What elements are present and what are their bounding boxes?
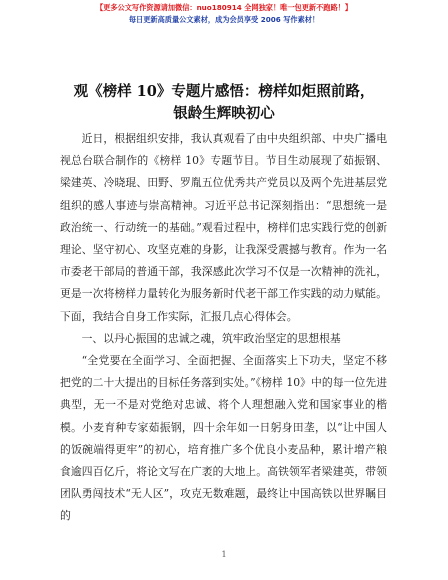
page-number: 1: [221, 550, 227, 559]
title-line-1: 观《榜样 10》专题片感悟：榜样如炬照前路，: [73, 83, 375, 100]
document-title: [0, 81, 448, 125]
promo-banner-line-2: 每日更新高质量公文素材，成为会员享受 2006 写作素材！: [128, 15, 320, 24]
paragraph-section-1: “全党要在全面学习、全面把握、全面落实上下功夫，坚定不移把党的二十大提出的目标任务落到实处。”《榜样 10》中的每一位先进典型，无一不是对党绝对忠诚、将个人理想融入党和国家事业的楷模。小麦育种专家茹振钢，四十余年如一日躬身田垄，以“让中国人的饭碗端得更牢”的初心，培育推广多个优良小麦品种，累计增产粮食逾四百亿斤，将论文写在广袤的大地上。高铁领军者梁建英，带领团队勇闯技术“无人区”，攻克无数难题，最终让中国高铁以世界瞩目的: [60, 354, 387, 523]
document-body: [60, 128, 387, 528]
promo-banner-line-1: 【更多公文写作资源请加微信：nuo180914 全网独家！唯一包更新不跑路！】: [95, 3, 353, 12]
title-line-2: 银龄生辉映初心: [173, 105, 275, 122]
section-heading-1: 一、以丹心振国的忠诚之魂，筑牢政治坚定的思想根基: [81, 331, 341, 345]
paragraph-intro: 近日，根据组织安排，我认真观看了由中央组织部、中央广播电视总台联合制作的《榜样 10》专题节目。节目生动展现了茹振钢、梁建英、冷晓琨、田野、罗胤五位优秀共产党员以及两个先进基层党组织的感人事迹与崇高精神。习近平总书记深刻指出：“思想统一是政治统一、行动统一的基础。”观看过程中，榜样们忠实践行党的创新理论、坚守初心、攻坚克难的身影，让我深受震撼与教育。作为一名市委老干部局的普通干部，我深感此次学习不仅是一次精神的洗礼，更是一次将榜样力量转化为服务新时代老干部工作实践的动力赋能。下面，我结合自身工作实际，汇报几点心得体会。: [60, 132, 387, 323]
